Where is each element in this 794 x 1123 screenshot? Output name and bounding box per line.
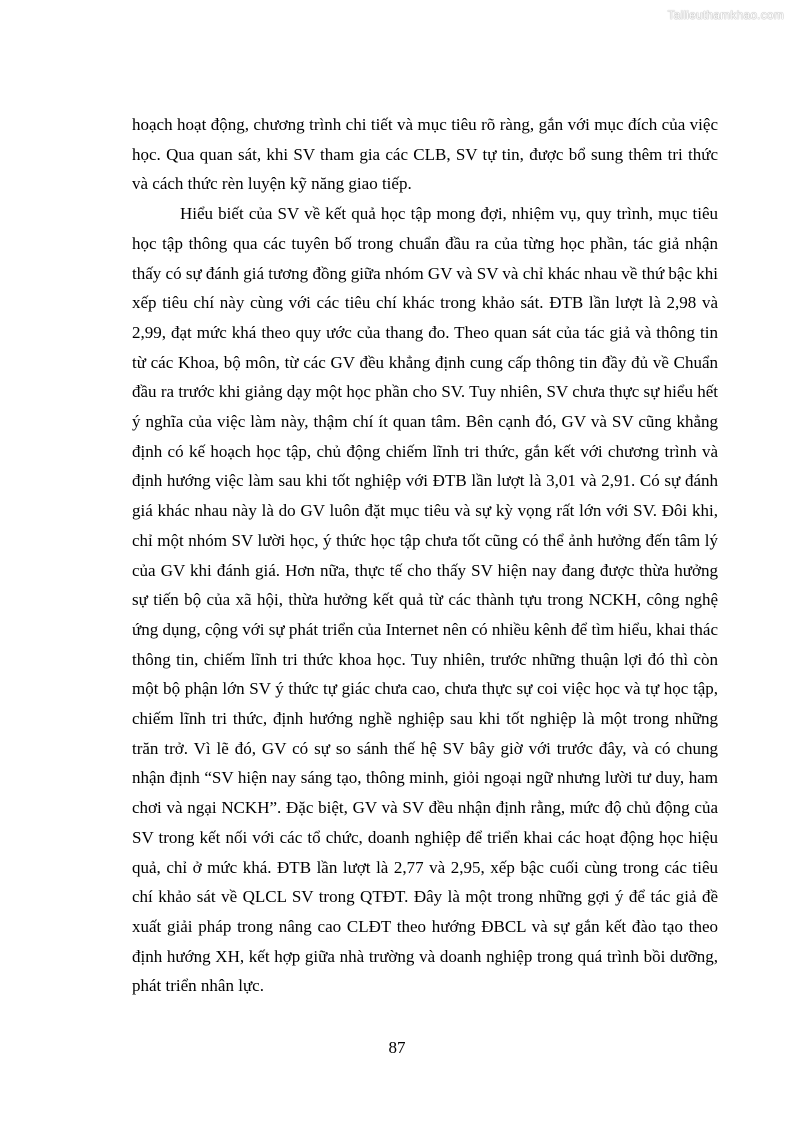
document-body [132, 110, 718, 1001]
paragraph-main: Hiểu biết của SV về kết quả học tập mong đợi, nhiệm vụ, quy trình, mục tiêu học tập thông qua các tuyên bố trong chuẩn đầu ra của từng học phần, tác giả nhận thấy có sự đánh giá tương đồng giữa nhóm GV và SV và chỉ khác nhau về thứ bậc khi xếp tiêu chí này cùng với các tiêu chí khác trong khảo sát. ĐTB lần lượt là 2,98 và 2,99, đạt mức khá theo quy ước của thang đo. Theo quan sát của tác giả và thông tin từ các Khoa, bộ môn, từ các GV đều khẳng định cung cấp thông tin đầy đủ về Chuẩn đầu ra trước khi giảng dạy một học phần cho SV. Tuy nhiên, SV chưa thực sự hiểu hết ý nghĩa của việc làm này, thậm chí ít quan tâm. Bên cạnh đó, GV và SV cũng khẳng định có kế hoạch học tập, chủ động chiếm lĩnh tri thức, gắn kết với chương trình và định hướng việc làm sau khi tốt nghiệp với ĐTB lần lượt là 3,01 và 2,91. Có sự đánh giá khác nhau này là do GV luôn đặt mục tiêu và sự kỳ vọng rất lớn với SV. Đôi khi, chỉ một nhóm SV lười học, ý thức học tập chưa tốt cũng có thể ảnh hưởng đến tâm lý của GV khi đánh giá. Hơn nữa, thực tế cho thấy SV hiện nay đang được thừa hưởng sự tiến bộ của xã hội, thừa hưởng kết quả từ các thành tựu trong NCKH, công nghệ ứng dụng, cộng với sự phát triển của Internet nên có nhiều kênh để tìm hiểu, khai thác thông tin, chiếm lĩnh tri thức khoa học. Tuy nhiên, trước những thuận lợi đó thì còn một bộ phận lớn SV ý thức tự giác chưa cao, chưa thực sự coi việc học và tự học tập, chiếm lĩnh tri thức, định hướng nghề nghiệp sau khi tốt nghiệp là một trong những trăn trở. Vì lẽ đó, GV có sự so sánh thế hệ SV bây giờ với trước đây, và có chung nhận định “SV hiện nay sáng tạo, thông minh, giỏi ngoại ngữ nhưng lười tư duy, ham chơi và ngại NCKH”. Đặc biệt, GV và SV đều nhận định rằng, mức độ chủ động của SV trong kết nối với các tổ chức, doanh nghiệp để triển khai các hoạt động học hiệu quả, chỉ ở mức khá. ĐTB lần lượt là 2,77 và 2,95, xếp bậc cuối cùng trong các tiêu chí khảo sát về QLCL SV trong QTĐT. Đây là một trong những gợi ý để tác giả đề xuất giải pháp trong nâng cao CLĐT theo hướng ĐBCL và sự gắn kết đào tạo theo định hướng XH, kết hợp giữa nhà trường và doanh nghiệp trong quá trình bồi dưỡng, phát triển nhân lực. [132, 204, 718, 996]
page-number: 87 [388, 1038, 406, 1057]
watermark-text: Tailieuthamkhao.com [667, 8, 784, 22]
paragraph-continuation: hoạch hoạt động, chương trình chi tiết và mục tiêu rõ ràng, gắn với mục đích của việc học. Qua quan sát, khi SV tham gia các CLB, SV tự tin, được bổ sung thêm tri thức và cách thức rèn luyện kỹ năng giao tiếp. [132, 115, 718, 194]
